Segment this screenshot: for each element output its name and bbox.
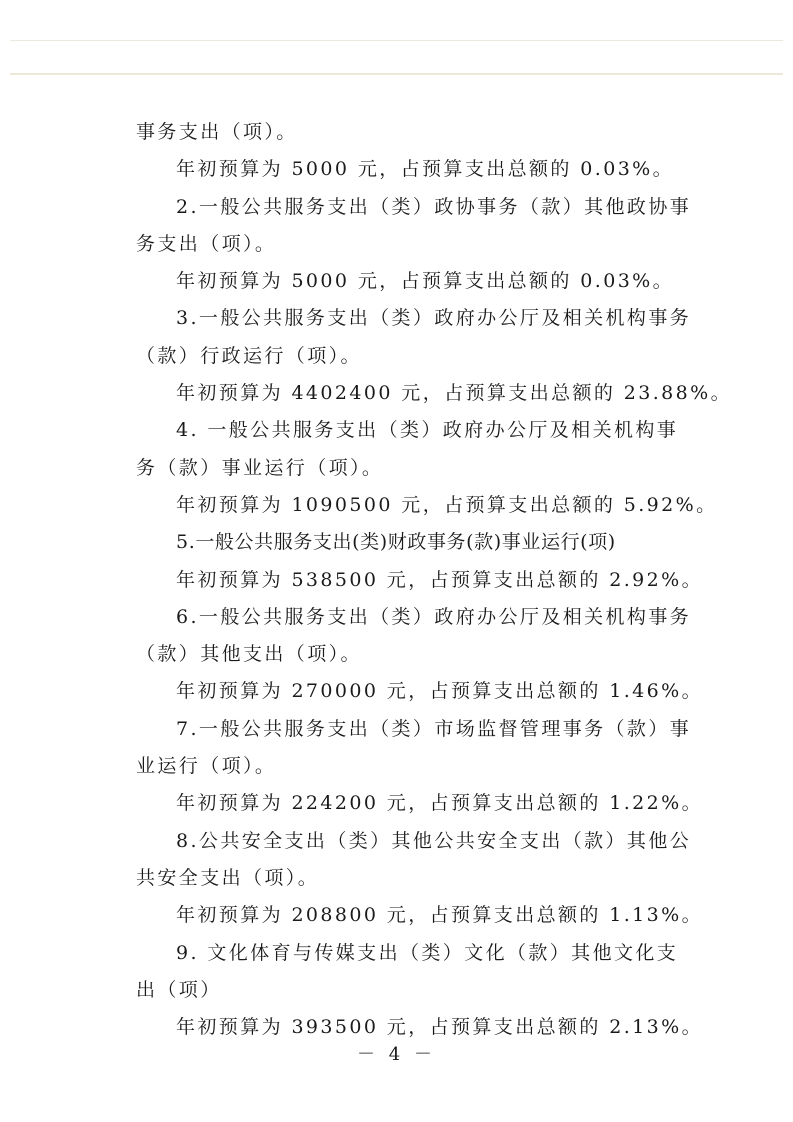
body-line: 9. 文化体育与传媒支出（类）文化（款）其他文化支 [176, 941, 679, 964]
header-rule-accent [10, 73, 783, 75]
body-line: 务支出（项）。 [136, 232, 277, 255]
body-line: （款）其他支出（项）。 [136, 643, 362, 666]
body-line: 业运行（项）。 [136, 755, 277, 778]
document-body [136, 114, 732, 1046]
header-rule [10, 40, 783, 41]
body-line: 务（款）事业运行（项）。 [136, 456, 384, 479]
body-line: 年初预算为 5000 元，占预算支出总额的 0.03%。 [176, 270, 675, 293]
page-number: － 4 － [357, 1044, 436, 1065]
body-line: 共安全支出（项）。 [136, 866, 320, 889]
body-line: 4. 一般公共服务支出（类）政府办公厅及相关机构事 [176, 419, 679, 442]
body-line: 年初预算为 1090500 元，占预算支出总额的 5.92%。 [176, 493, 718, 516]
body-line: 年初预算为 393500 元，占预算支出总额的 2.13%。 [176, 1016, 704, 1039]
body-line: 2.一般公共服务支出（类）政协事务（款）其他政协事 [176, 195, 692, 218]
body-line: 7.一般公共服务支出（类）市场监督管理事务（款）事 [176, 717, 692, 740]
body-line: 3.一般公共服务支出（类）政府办公厅及相关机构事务 [176, 307, 692, 330]
body-line: 年初预算为 224200 元，占预算支出总额的 1.22%。 [176, 792, 704, 815]
body-line: 年初预算为 5000 元，占预算支出总额的 0.03%。 [176, 158, 675, 181]
body-line: 年初预算为 4402400 元，占预算支出总额的 23.88%。 [176, 382, 732, 405]
body-line: （款）行政运行（项）。 [136, 344, 362, 367]
body-line: 年初预算为 208800 元，占预算支出总额的 1.13%。 [176, 904, 704, 927]
body-line: 5.一般公共服务支出(类)财政事务(款)事业运行(项) [176, 531, 616, 554]
body-line: 出（项） [136, 978, 222, 1001]
body-line: 年初预算为 270000 元，占预算支出总额的 1.46%。 [176, 680, 704, 703]
body-line: 6.一般公共服务支出（类）政府办公厅及相关机构事务 [176, 605, 692, 628]
body-line: 年初预算为 538500 元，占预算支出总额的 2.92%。 [176, 568, 704, 591]
body-line: 8.公共安全支出（类）其他公共安全支出（款）其他公 [176, 829, 692, 852]
body-line: 事务支出（项）。 [136, 121, 298, 143]
